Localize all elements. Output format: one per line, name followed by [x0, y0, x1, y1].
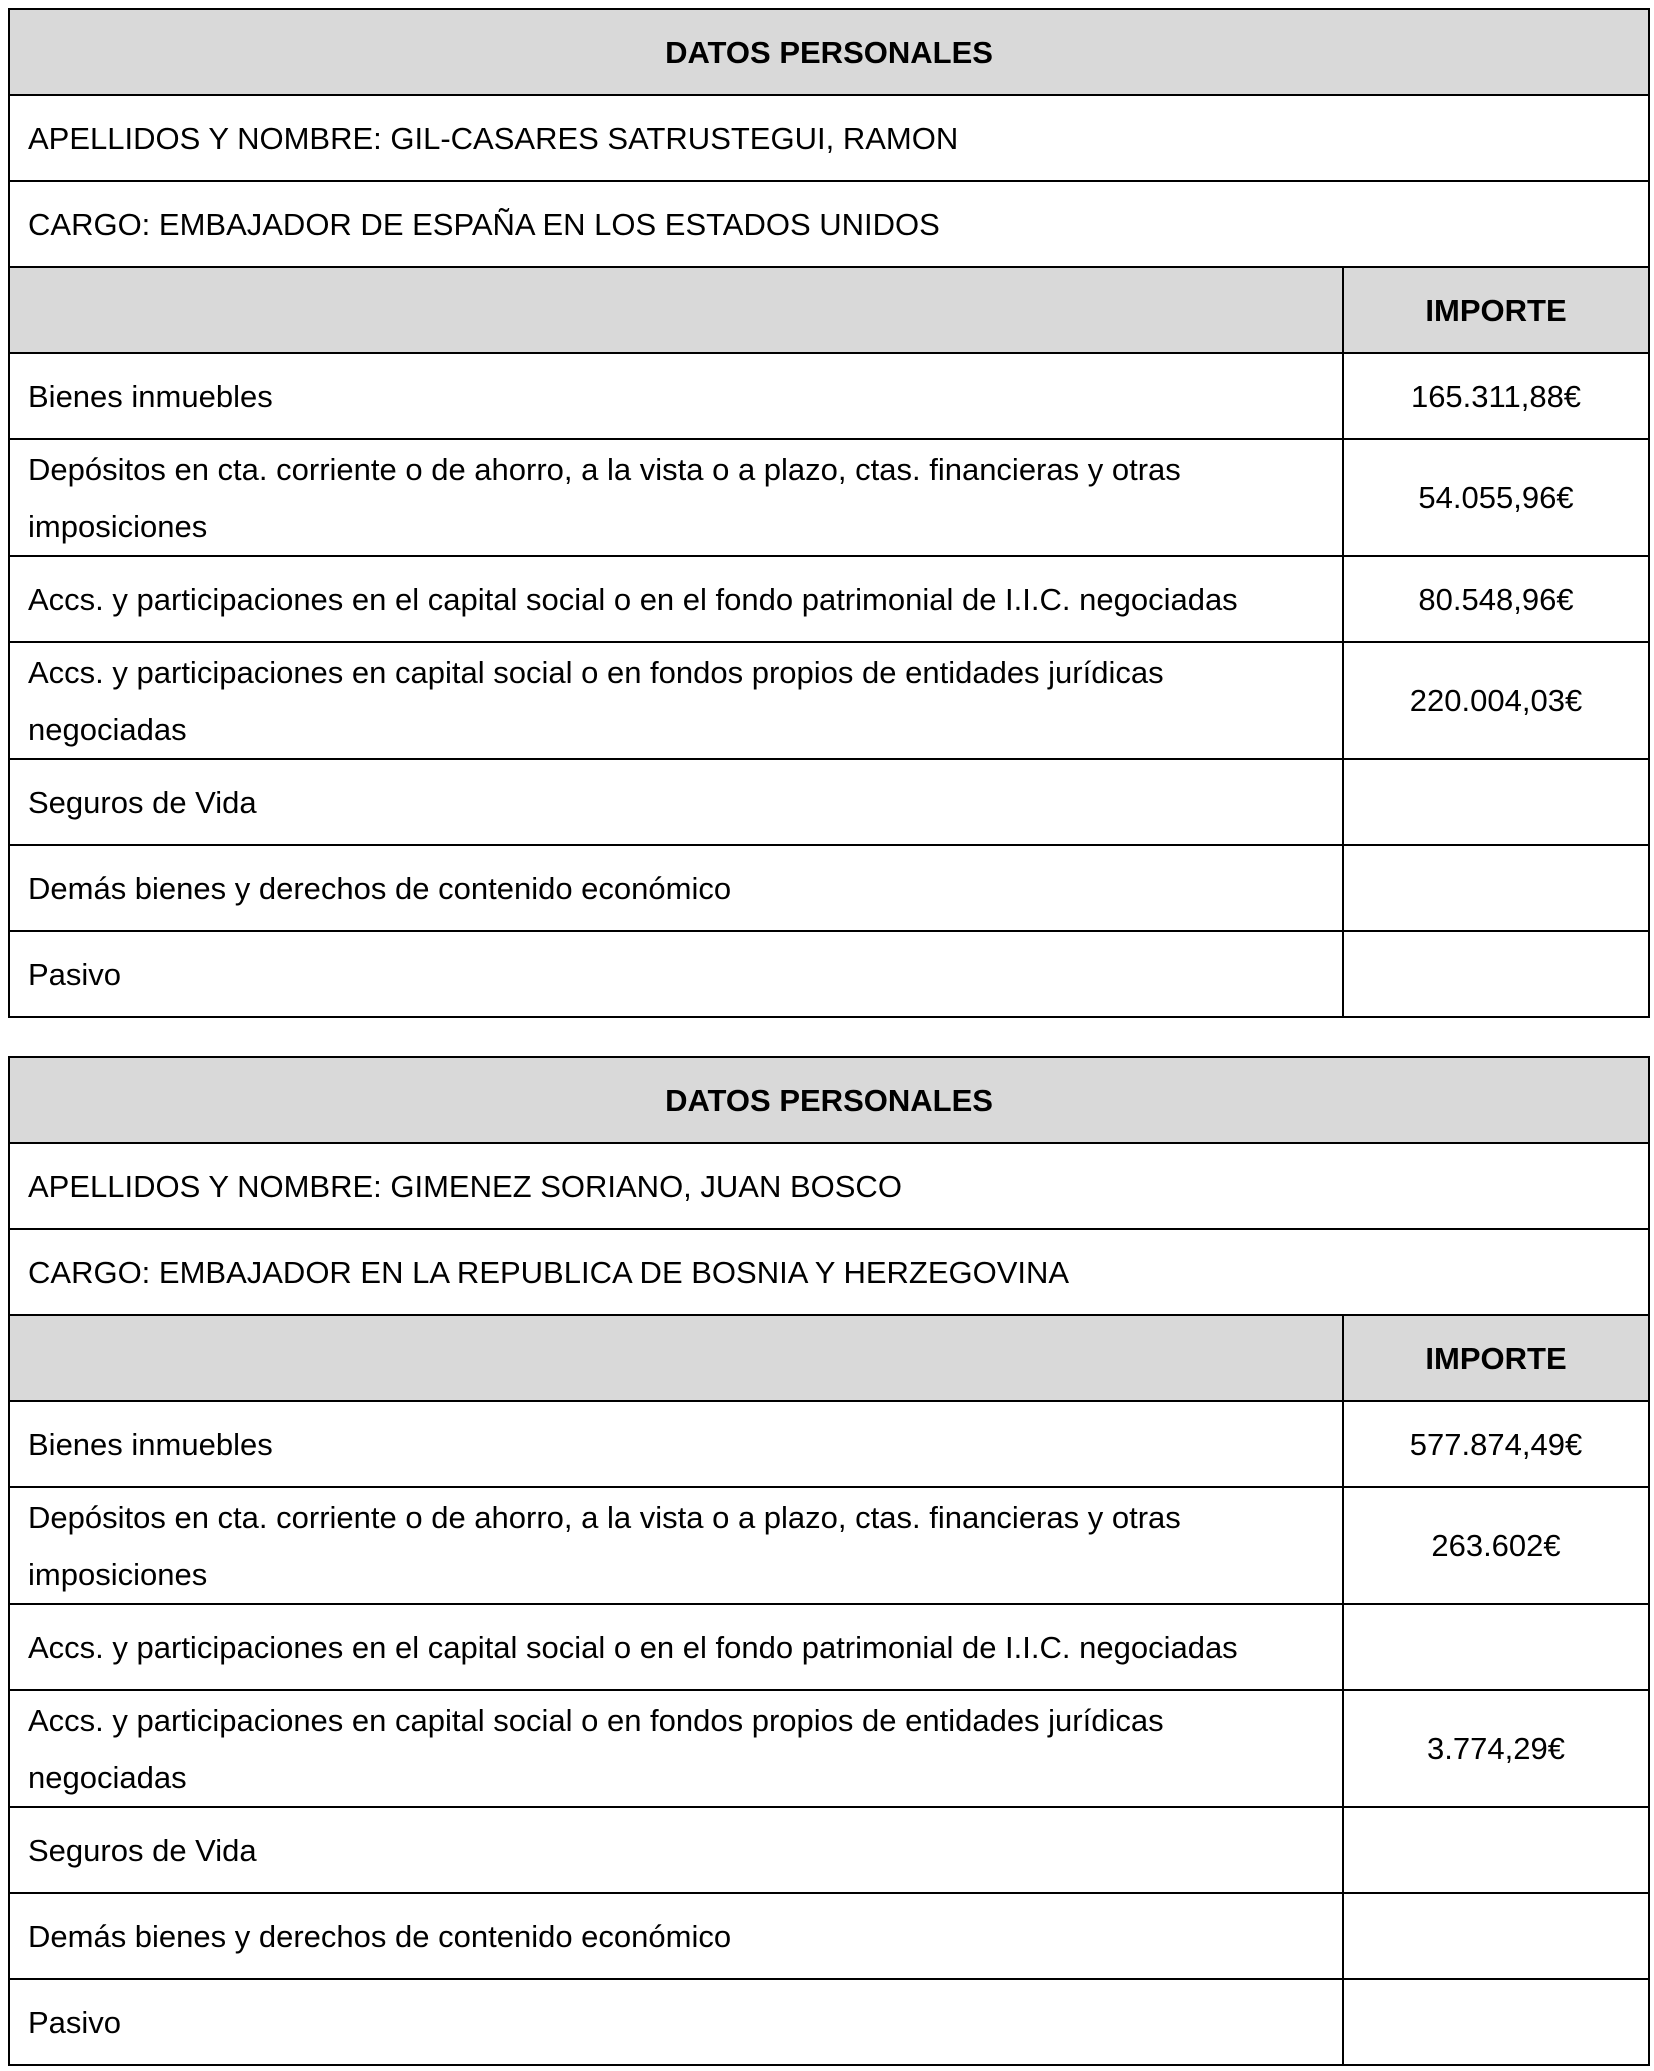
row-amount: 165.311,88€ [1343, 353, 1649, 439]
row-label: Demás bienes y derechos de contenido económico [9, 845, 1343, 931]
row-label: Depósitos en cta. corriente o de ahorro, a la vista o a plazo, ctas. financieras y otras imposiciones [9, 1487, 1343, 1604]
position-line: CARGO: EMBAJADOR EN LA REPUBLICA DE BOSNIA Y HERZEGOVINA [9, 1229, 1649, 1315]
row-label: Accs. y participaciones en el capital social o en el fondo patrimonial de I.I.C. negociadas [9, 1604, 1343, 1690]
table-row [9, 439, 1649, 556]
row-label: Bienes inmuebles [9, 353, 1343, 439]
table-row [9, 1487, 1649, 1604]
table-row [9, 759, 1649, 845]
table-row [9, 353, 1649, 439]
row-label: Seguros de Vida [9, 759, 1343, 845]
row-amount: 220.004,03€ [1343, 642, 1649, 759]
row-amount [1343, 845, 1649, 931]
table-row [9, 931, 1649, 1017]
row-amount [1343, 1604, 1649, 1690]
row-label: Accs. y participaciones en capital social o en fondos propios de entidades jurídicas negociadas [9, 1690, 1343, 1807]
column-header-blank [9, 267, 1343, 353]
table-row [9, 845, 1649, 931]
column-header-blank [9, 1315, 1343, 1401]
row-amount [1343, 759, 1649, 845]
asset-declaration-table [8, 8, 1650, 1018]
row-amount: 263.602€ [1343, 1487, 1649, 1604]
position-line: CARGO: EMBAJADOR DE ESPAÑA EN LOS ESTADOS UNIDOS [9, 181, 1649, 267]
table-row [9, 1807, 1649, 1893]
row-label: Bienes inmuebles [9, 1401, 1343, 1487]
section-title: DATOS PERSONALES [9, 1057, 1649, 1143]
row-amount [1343, 1807, 1649, 1893]
row-label: Depósitos en cta. corriente o de ahorro, a la vista o a plazo, ctas. financieras y otras imposiciones [9, 439, 1343, 556]
row-label: Pasivo [9, 1979, 1343, 2065]
asset-declaration-table [8, 1056, 1650, 2066]
table-row [9, 1690, 1649, 1807]
row-amount [1343, 1893, 1649, 1979]
row-amount: 80.548,96€ [1343, 556, 1649, 642]
amount-column-header: IMPORTE [1343, 267, 1649, 353]
table-row [9, 1979, 1649, 2065]
row-label: Accs. y participaciones en capital social o en fondos propios de entidades jurídicas negociadas [9, 642, 1343, 759]
amount-column-header: IMPORTE [1343, 1315, 1649, 1401]
table-row [9, 1401, 1649, 1487]
table-row [9, 1604, 1649, 1690]
row-amount: 54.055,96€ [1343, 439, 1649, 556]
name-line: APELLIDOS Y NOMBRE: GIMENEZ SORIANO, JUAN BOSCO [9, 1143, 1649, 1229]
row-label: Accs. y participaciones en el capital social o en el fondo patrimonial de I.I.C. negociadas [9, 556, 1343, 642]
table-row [9, 642, 1649, 759]
row-label: Demás bienes y derechos de contenido económico [9, 1893, 1343, 1979]
row-amount [1343, 931, 1649, 1017]
name-line: APELLIDOS Y NOMBRE: GIL-CASARES SATRUSTEGUI, RAMON [9, 95, 1649, 181]
row-amount: 3.774,29€ [1343, 1690, 1649, 1807]
table-row [9, 1893, 1649, 1979]
row-label: Pasivo [9, 931, 1343, 1017]
row-amount: 577.874,49€ [1343, 1401, 1649, 1487]
row-label: Seguros de Vida [9, 1807, 1343, 1893]
table-row [9, 556, 1649, 642]
row-amount [1343, 1979, 1649, 2065]
section-title: DATOS PERSONALES [9, 9, 1649, 95]
